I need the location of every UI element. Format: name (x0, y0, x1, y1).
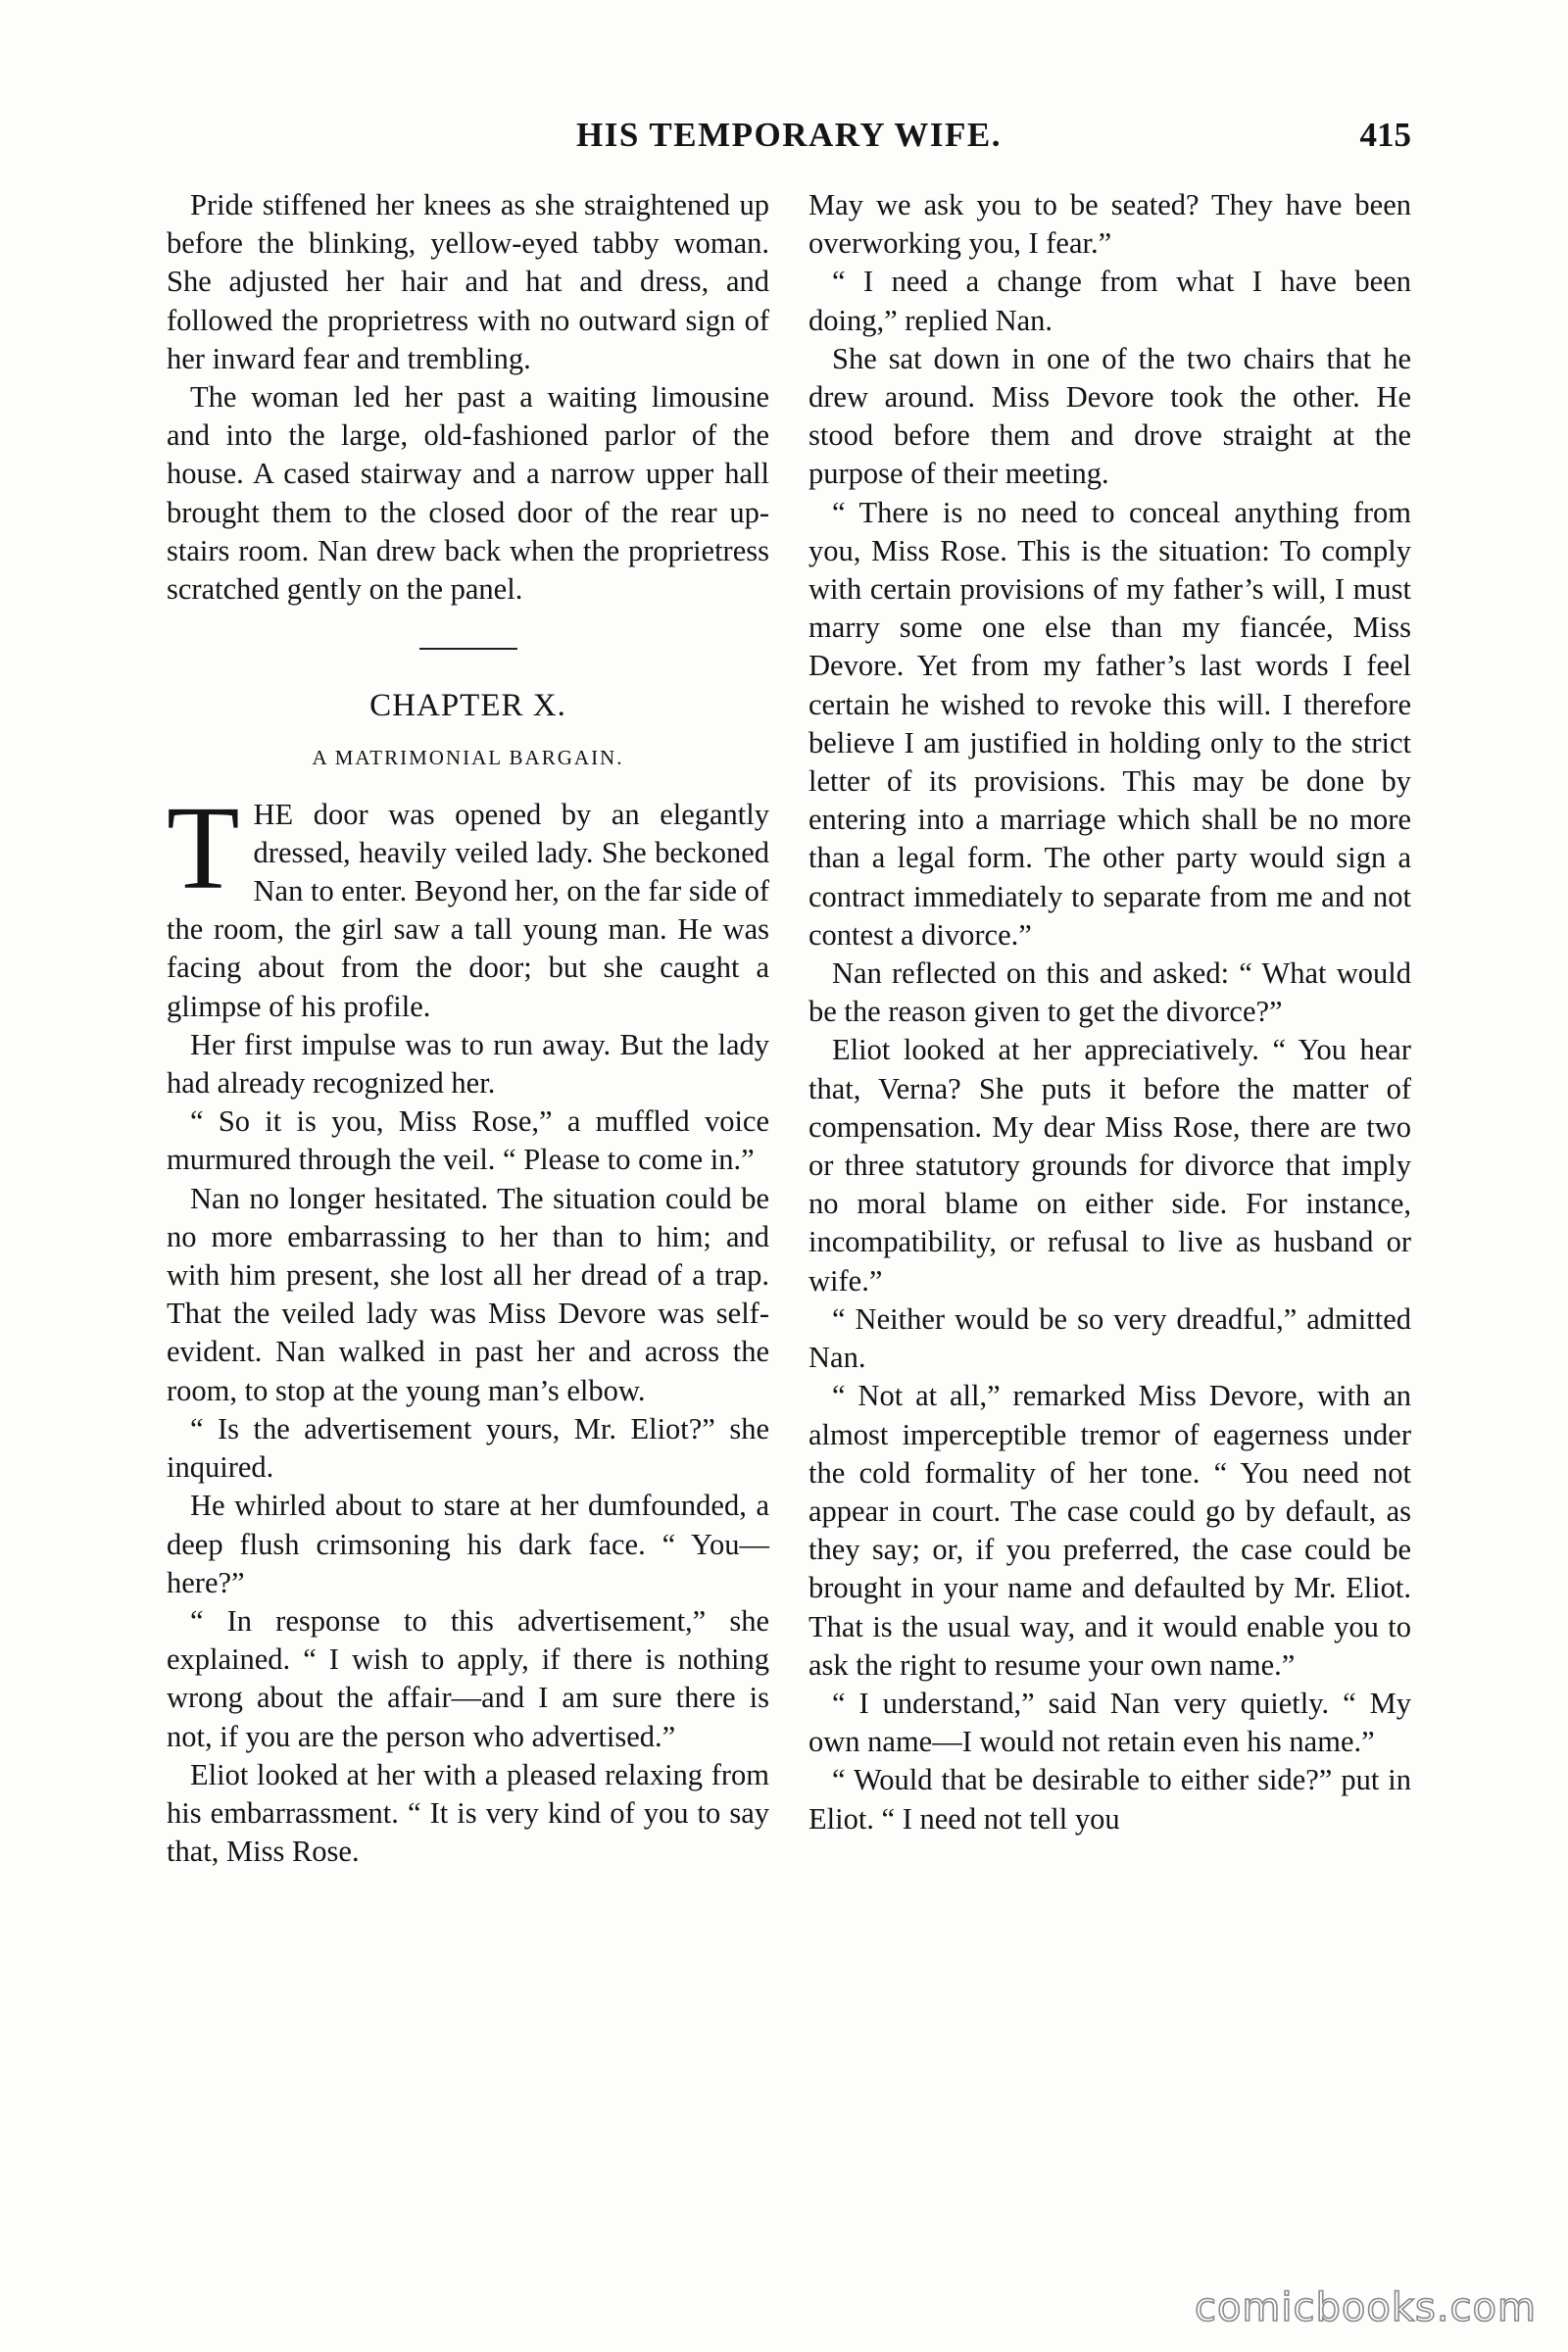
right-column (808, 186, 1411, 1838)
continued-paragraph: May we ask you to be seated? They have been overworking you, I fear.” (808, 188, 1411, 261)
drop-cap: T (167, 781, 240, 914)
paragraph: The woman led her past a waiting limousine and into the large, old-fashioned parlor of the house. A cased stairway and a narrow upper hall brought them to the closed door of the rear up-stairs room. Nan drew back when the proprietress scratched gently on the panel. (167, 380, 769, 607)
page-number: 415 (1359, 116, 1411, 154)
left-column (167, 186, 769, 1871)
running-title: HIS TEMPORARY WIFE. (575, 116, 1003, 154)
paragraph: Her first impulse was to run away. But the lady had already recognized her. (167, 1027, 769, 1101)
paragraph: “ I need a change from what I have been doing,” replied Nan. (808, 265, 1411, 337)
paragraph: She sat down in one of the two chairs that he drew around. Miss Devore took the other. He stood before them and drove straight at the purpose of their meeting. (808, 341, 1411, 491)
paragraph: “ In response to this advertisement,” she explained. “ I wish to apply, if there is nothing wrong about the affair—and I am sure there is not, if you are the person who advertised.” (167, 1603, 769, 1753)
paragraph: “ I understand,” said Nan very quietly. “ My own name—I would not retain even his name.” (808, 1686, 1411, 1759)
paragraph: Pride stiffened her knees as she straightened up before the blinking, yellow-eyed tabby woman. She adjusted her hair and hat and dress, and followed the proprietress with no outward sign of her inward fear and trembling. (167, 188, 769, 375)
paragraph: “ Neither would be so very dreadful,” admitted Nan. (808, 1301, 1411, 1375)
chapter-opening-paragraph (167, 781, 769, 1026)
opening-text: HE door was opened by an elegantly dressed, heavily veiled lady. She beckoned Nan to enter. Beyond her, on the far side of the room, the girl saw a tall young man. He was facing about from the door; but she caught a glimpse of his profile. (167, 797, 769, 1023)
section-divider (419, 648, 517, 650)
chapter-subtitle: A MATRIMONIAL BARGAIN. (312, 746, 624, 770)
paragraph: Nan no longer hesitated. The situation could be no more embarrassing to her than to him; and with him present, she lost all her dread of a trap. That the veiled lady was Miss Devore was self-evident. Nan walked in past her and across the room, to stop at the young man’s elbow. (167, 1181, 769, 1407)
paragraph: He whirled about to stare at her dumfounded, a deep flush crimsoning his dark face. “ You—here?” (167, 1489, 769, 1599)
paragraph: “ So it is you, Miss Rose,” a muffled voice murmured through the veil. “ Please to come in.” (167, 1104, 769, 1177)
watermark: comicbooks.com (1194, 2285, 1537, 2330)
paragraph: “ There is no need to conceal anything from you, Miss Rose. This is the situation: To comply with certain provisions of my father’s will, I must marry some one else than my fiancée, Miss Devore. Yet from my father’s last words I feel certain he wished to revoke this will. I therefore believe I am justified in holding only to the strict letter of its provisions. This may be done by entering into a marriage which shall be no more than a legal form. The other party would sign a contract immediately to separate from me and not contest a divorce.” (808, 495, 1411, 952)
paragraph: Nan reflected on this and asked: “ What would be the reason given to get the divorce?” (808, 956, 1411, 1029)
page-header (167, 116, 1411, 165)
chapter-heading: CHAPTER X. (369, 688, 566, 724)
paragraph: “ Is the advertisement yours, Mr. Eliot?” she inquired. (167, 1411, 769, 1485)
paragraph: “ Would that be desirable to either side?” put in Eliot. “ I need not tell you (808, 1763, 1411, 1836)
paragraph: “ Not at all,” remarked Miss Devore, with an almost imperceptible tremor of eagerness under the cold formality of her tone. “ You need not appear in court. The case could go by default, as they say; or, if you preferred, the case could be brought in your name and defaulted by Mr. Eliot. That is the usual way, and it would enable you to ask the right to resume your own name.” (808, 1379, 1411, 1682)
paragraph: Eliot looked at her with a pleased relaxing from his embarrassment. “ It is very kind of you to say that, Miss Rose. (167, 1757, 769, 1869)
paragraph: Eliot looked at her appreciatively. “ You hear that, Verna? She puts it before the matter of compensation. My dear Miss Rose, there are two or three statutory grounds for divorce that imply no moral blame on either side. For instance, incompatibility, or refusal to live as husband or wife.” (808, 1033, 1411, 1298)
